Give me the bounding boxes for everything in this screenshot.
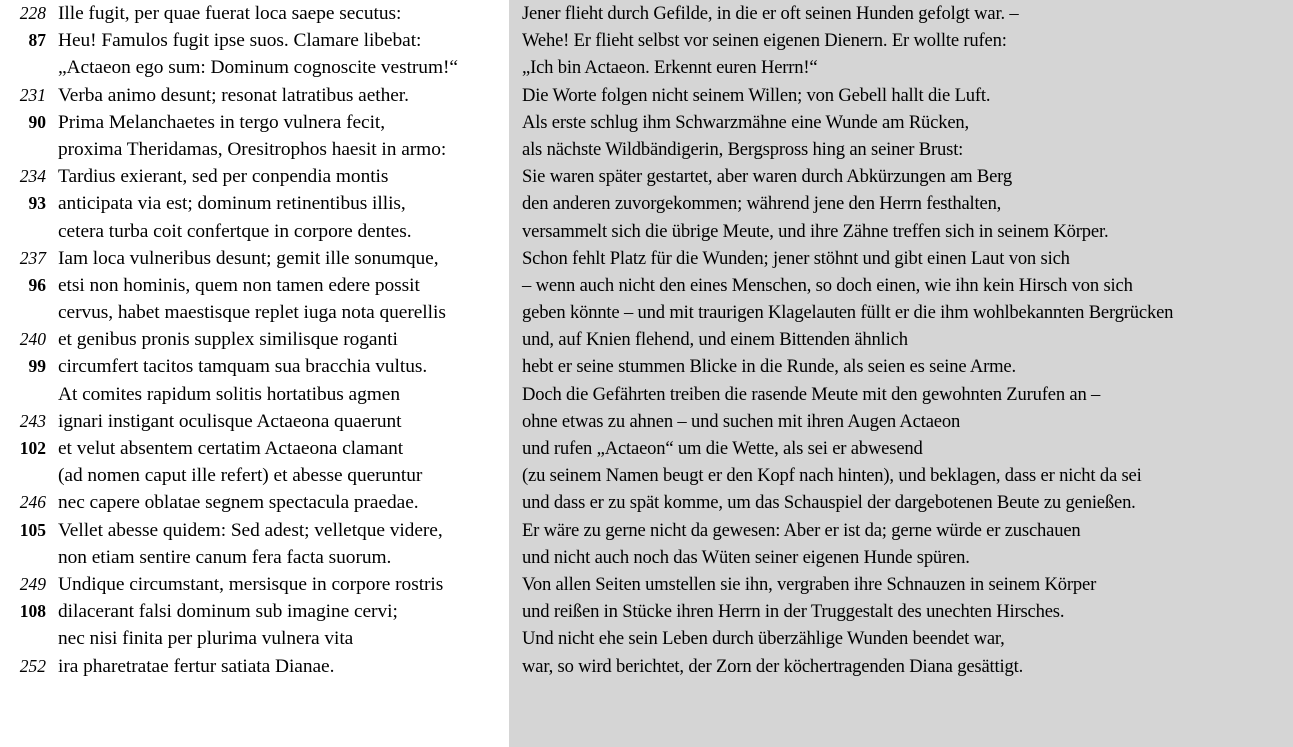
translation-line: als nächste Wildbändigerin, Bergspross hing an seiner Brust: [522,138,964,160]
verse-line-number: 105 [19,519,46,540]
verse-line-number: 231 [19,84,46,105]
translation-line: (zu seinem Namen beugt er den Kopf nach hinten), und beklagen, dass er nicht da sei [522,465,1142,487]
source-verse-line [0,245,509,272]
translation-line: – wenn auch nicht den eines Menschen, so doch einen, wie ihn kein Hirsch von sich [522,274,1133,296]
source-verse-line [0,190,509,217]
source-verse-text: circumfert tacitos tamquam sua bracchia vultus. [58,356,428,378]
translation-line: und dass er zu spät komme, um das Schauspiel der dargebotenen Beute zu genießen. [522,492,1136,514]
verse-line-number: 237 [19,247,46,268]
source-verse-line [0,272,509,299]
translation-text-column [509,0,1293,747]
source-verse-line [0,571,509,598]
source-verse-text: proxima Theridamas, Oresitrophos haesit in armo: [58,138,447,160]
source-verse-line [0,0,509,27]
translation-line: Als erste schlug ihm Schwarzmähne eine Wunde am Rücken, [522,111,970,133]
source-text-column [0,0,509,747]
source-verse-text: anticipata via est; dominum retinentibus illis, [58,193,406,215]
translation-line: „Ich bin Actaeon. Erkennt euren Herrn!“ [522,57,818,79]
verse-line-number: 246 [19,492,46,513]
translation-line: Doch die Gefährten treiben die rasende Meute mit den gewohnten Zurufen an – [522,383,1101,405]
source-verse-line [0,653,509,680]
verse-line-number: 249 [19,573,46,594]
translation-line: ohne etwas zu ahnen – und suchen mit ihren Augen Actaeon [522,410,961,432]
source-verse-text: Undique circumstant, mersisque in corpore rostris [58,573,444,595]
source-verse-line [0,544,509,571]
source-verse-text: (ad nomen caput ille refert) et abesse queruntur [58,465,423,487]
verse-line-number: 234 [19,166,46,187]
source-verse-text: nec capere oblatae segnem spectacula praedae. [58,492,419,514]
source-verse-line [0,136,509,163]
source-verse-text: Tardius exierant, sed per conpendia montis [58,166,389,188]
translation-line: und, auf Knien flehend, und einem Bittenden ähnlich [522,329,908,351]
translation-line: und rufen „Actaeon“ um die Wette, als sei er abwesend [522,438,923,459]
translation-line [522,680,1287,707]
source-verse-text: Ille fugit, per quae fuerat loca saepe secutus: [58,3,402,24]
source-verse-text: ignari instigant oculisque Actaeona quaerunt [58,410,402,432]
source-verse-line [0,299,509,326]
verse-line-number: 252 [19,655,46,676]
translation-line: war, so wird berichtet, der Zorn der köchertragenden Diana gesättigt. [522,655,1024,677]
source-verse-line [0,381,509,408]
source-verse-line [0,54,509,81]
verse-line-number: 243 [19,410,46,431]
source-verse-line [0,353,509,380]
source-verse-line [0,82,509,109]
source-verse-text: dilacerant falsi dominum sub imagine cervi; [58,601,398,623]
source-verse-text: At comites rapidum solitis hortatibus agmen [58,383,400,405]
source-verse-text: cervus, habet maestisque replet iuga nota querellis [58,302,446,324]
verse-line-number: 90 [28,111,46,132]
source-verse-line [0,489,509,516]
source-verse-line [0,625,509,652]
verse-line-number: 102 [19,438,46,458]
translation-line: den anderen zuvorgekommen; während jene den Herrn festhalten, [522,193,1002,215]
translation-line: hebt er seine stummen Blicke in die Runde, als seien es seine Arme. [522,356,1016,378]
source-verse-line [0,27,509,54]
translation-line: und reißen in Stücke ihren Herrn in der Truggestalt des unechten Hirsches. [522,601,1065,623]
source-verse-text: „Actaeon ego sum: Dominum cognoscite vestrum!“ [58,57,458,79]
translation-line: Sie waren später gestartet, aber waren durch Abkürzungen am Berg [522,166,1012,188]
verse-line-number: 240 [19,329,46,350]
source-verse-line [0,109,509,136]
source-verse-text: etsi non hominis, quem non tamen edere possit [58,274,420,296]
verse-line-number: 87 [28,30,46,51]
source-verse-text: Heu! Famulos fugit ipse suos. Clamare libebat: [58,30,422,52]
translation-line: Schon fehlt Platz für die Wunden; jener stöhnt und gibt einen Laut von sich [522,247,1070,269]
translation-line: Er wäre zu gerne nicht da gewesen: Aber er ist da; gerne würde er zuschauen [522,519,1081,541]
source-verse-line [0,598,509,625]
source-verse-text: Iam loca vulneribus desunt; gemit ille sonumque, [58,247,439,269]
verse-line-number: 99 [28,356,46,377]
source-verse-text: ira pharetratae fertur satiata Dianae. [58,655,335,677]
source-verse-line [0,462,509,489]
source-verse-line [0,163,509,190]
translation-line: Jener flieht durch Gefilde, in die er oft seinen Hunden gefolgt war. – [522,3,1019,24]
translation-line: Von allen Seiten umstellen sie ihn, vergraben ihre Schnauzen in seinem Körper [522,573,1097,595]
translation-line [522,707,1287,734]
source-verse-text: non etiam sentire canum fera facta suorum. [58,546,392,568]
source-verse-line [0,408,509,435]
source-verse-line [0,517,509,544]
source-verse-text: Prima Melanchaetes in tergo vulnera fecit, [58,111,386,133]
source-verse-text: nec nisi finita per plurima vulnera vita [58,628,354,650]
source-verse-text: Verba animo desunt; resonat latratibus aether. [58,84,409,106]
source-verse-text: Vellet abesse quidem: Sed adest; velletque videre, [58,519,443,541]
source-verse-text: cetera turba coit confertque in corpore dentes. [58,220,412,242]
translation-line: geben könnte – und mit traurigen Klagelauten füllt er die ihm wohlbekannten Bergrücken [522,302,1174,324]
source-verse-line [0,435,509,462]
translation-line: Wehe! Er flieht selbst vor seinen eigenen Dienern. Er wollte rufen: [522,30,1007,52]
source-verse-line [0,218,509,245]
source-verse-line [0,326,509,353]
translation-line: Die Worte folgen nicht seinem Willen; von Gebell hallt die Luft. [522,84,991,106]
source-verse-text: et velut absentem certatim Actaeona clamant [58,438,404,459]
verse-line-number: 228 [19,3,46,23]
verse-line-number: 96 [28,274,46,295]
source-verse-line [0,680,509,707]
source-verse-text: et genibus pronis supplex similisque roganti [58,329,398,351]
verse-line-number: 93 [28,193,46,214]
translation-line: Und nicht ehe sein Leben durch überzählige Wunden beendet war, [522,628,1005,650]
translation-line: versammelt sich die übrige Meute, und ihre Zähne treffen sich in seinem Körper. [522,220,1109,242]
translation-line: und nicht auch noch das Wüten seiner eigenen Hunde spüren. [522,546,970,568]
source-verse-line [0,707,509,734]
verse-line-number: 108 [19,601,46,622]
